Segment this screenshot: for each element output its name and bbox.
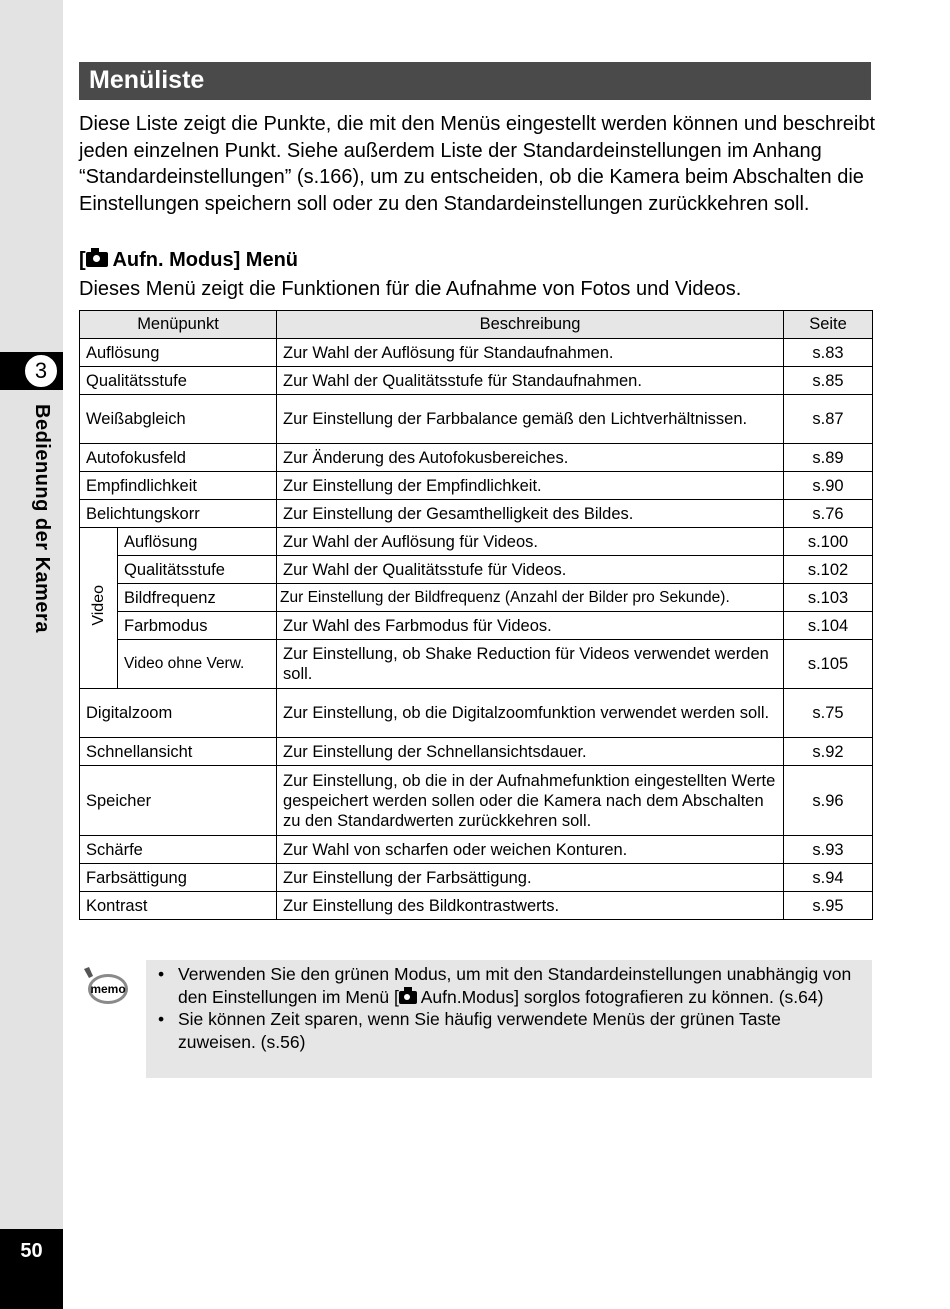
row-page: s.76 [784,500,873,528]
row-description: Zur Wahl der Qualitätsstufe für Videos. [277,556,784,584]
intro-paragraph: Diese Liste zeigt die Punkte, die mit den Menüs eingestellt werden können und beschreibt jeden einzelnen Punkt. Siehe außerdem Liste der Standardeinstellungen im Anhang “Standardeinstellungen” (s.166), um zu entscheiden, ob die Kamera beim Abschalten die Einstellungen speichern soll oder zu den Standardeinstellungen zurückkehren soll. [79,113,876,215]
memo-item: • Sie können Zeit sparen, wenn Sie häufig verwendete Menüs der grünen Taste zuweisen. (s.56) [156,1008,862,1053]
memo-icon-label: memo [90,982,126,996]
row-description: Zur Änderung des Autofokusbereiches. [277,444,784,472]
table-row [80,766,873,836]
header-page: Seite [784,311,873,339]
row-item: Empfindlichkeit [80,472,277,500]
row-page: s.102 [784,556,873,584]
video-group-text: Video [89,585,107,626]
row-description: Zur Einstellung der Schnellansichtsdauer. [277,738,784,766]
row-description: Zur Einstellung, ob die Digitalzoomfunktion verwendet werden soll. [277,689,784,738]
header-item: Menüpunkt [80,311,277,339]
table-row [80,556,873,584]
row-page: s.83 [784,339,873,367]
row-description: Zur Wahl der Auflösung für Standaufnahmen. [277,339,784,367]
row-description: Zur Einstellung der Bildfrequenz (Anzahl der Bilder pro Sekunde). [277,584,784,612]
row-description: Zur Einstellung, ob die in der Aufnahmefunktion eingestellten Werte gespeichert werden sollen oder die Kamera nach dem Abschalten zu den Standardwerten zurückkehren soll. [277,766,784,836]
chapter-number: 3 [23,353,59,389]
heading-bracket: [ [79,249,86,271]
row-page: s.104 [784,612,873,640]
row-item: Farbmodus [118,612,277,640]
camera-icon [86,252,108,267]
section-description: Dieses Menü zeigt die Funktionen für die Aufnahme von Fotos und Videos. [79,278,742,300]
row-page: s.92 [784,738,873,766]
chapter-title: Bedienung der Kamera [31,404,53,633]
row-item: Auflösung [118,528,277,556]
memo-box [146,960,872,1078]
memo-item [156,963,862,1008]
row-item: Schnellansicht [80,738,277,766]
row-page: s.96 [784,766,873,836]
table-row [80,444,873,472]
table-row [80,892,873,920]
row-item: Speicher [80,766,277,836]
row-description: Zur Einstellung der Empfindlichkeit. [277,472,784,500]
camera-icon [399,991,417,1004]
row-page: s.100 [784,528,873,556]
row-item: Schärfe [80,836,277,864]
table-row [80,395,873,444]
row-item: Qualitätsstufe [80,367,277,395]
table-row [80,738,873,766]
row-description: Zur Einstellung der Farbbalance gemäß den Lichtverhältnissen. [277,395,784,444]
row-page: s.90 [784,472,873,500]
page-number: 50 [20,1240,43,1262]
page-title: Menüliste [89,66,205,94]
row-page: s.89 [784,444,873,472]
video-group-label [80,528,118,689]
row-item: Farbsättigung [80,864,277,892]
row-item: Digitalzoom [80,689,277,738]
table-row [80,640,873,689]
row-page: s.93 [784,836,873,864]
table-row [80,500,873,528]
row-item: Qualitätsstufe [118,556,277,584]
menu-table [79,310,873,920]
row-description: Zur Einstellung des Bildkontrastwerts. [277,892,784,920]
memo-item-text: Aufn.Modus] sorglos fotografieren zu können. (s.64) [416,986,824,1007]
table-row [80,836,873,864]
table-row [80,339,873,367]
row-item: Bildfrequenz [118,584,277,612]
table-row [80,864,873,892]
row-description: Zur Einstellung der Farbsättigung. [277,864,784,892]
row-page: s.75 [784,689,873,738]
side-bar [0,0,63,1309]
table-row [80,528,873,556]
title-bar [79,62,871,100]
row-description: Zur Einstellung der Gesamthelligkeit des Bildes. [277,500,784,528]
table-row [80,472,873,500]
row-item: Video ohne Verw. [118,640,277,689]
row-description: Zur Wahl der Qualitätsstufe für Standaufnahmen. [277,367,784,395]
section-heading [79,249,298,272]
table-row [80,367,873,395]
row-description: Zur Einstellung, ob Shake Reduction für Videos verwendet werden soll. [277,640,784,689]
table-header-row [80,311,873,339]
row-item: Belichtungskorr [80,500,277,528]
table-row [80,689,873,738]
row-item: Autofokusfeld [80,444,277,472]
row-page: s.105 [784,640,873,689]
row-description: Zur Wahl von scharfen oder weichen Konturen. [277,836,784,864]
row-page: s.95 [784,892,873,920]
row-page: s.94 [784,864,873,892]
heading-text: Aufn. Modus] Menü [107,249,299,271]
memo-icon [80,965,130,1009]
row-description: Zur Wahl der Auflösung für Videos. [277,528,784,556]
memo-list [156,963,862,1053]
memo-item-text: Verwenden Sie den grünen Modus, um mit den Standardeinstellungen unabhängig von den Einstellungen im Menü [ [178,964,852,1007]
row-page: s.87 [784,395,873,444]
row-page: s.85 [784,367,873,395]
header-description: Beschreibung [277,311,784,339]
row-item: Kontrast [80,892,277,920]
row-page: s.103 [784,584,873,612]
row-item: Auflösung [80,339,277,367]
row-description: Zur Wahl des Farbmodus für Videos. [277,612,784,640]
table-row [80,612,873,640]
row-item: Weißabgleich [80,395,277,444]
table-row [80,584,873,612]
